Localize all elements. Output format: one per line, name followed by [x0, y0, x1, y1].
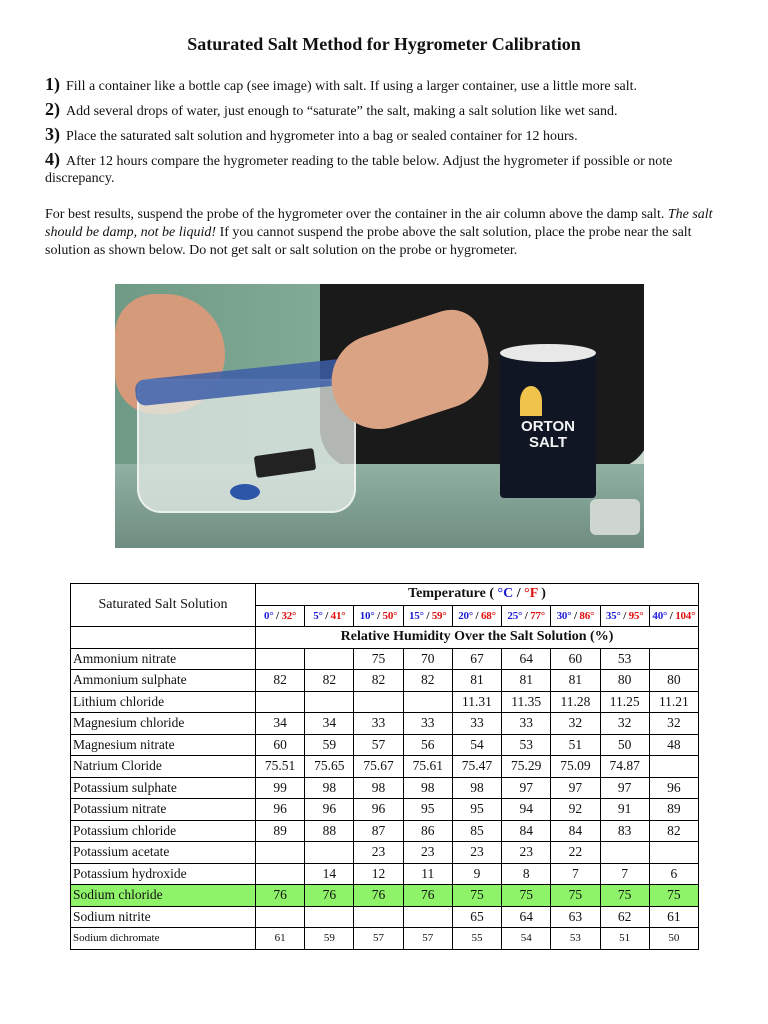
humidity-value-cell: 14 [305, 863, 354, 885]
humidity-value-cell: 59 [305, 928, 354, 950]
humidity-value-cell: 22 [551, 842, 600, 864]
humidity-value-cell: 70 [403, 648, 452, 670]
humidity-value-cell: 75 [452, 885, 501, 907]
humidity-value-cell: 6 [649, 863, 698, 885]
humidity-value-cell: 57 [354, 734, 403, 756]
humidity-value-cell [256, 842, 305, 864]
humidity-value-cell: 75.09 [551, 756, 600, 778]
salt-name-cell: Ammonium nitrate [71, 648, 256, 670]
humidity-value-cell: 95 [452, 799, 501, 821]
salt-name-cell: Ammonium sulphate [71, 670, 256, 692]
humidity-value-cell: 75 [502, 885, 551, 907]
paragraph-text-2: If you cannot suspend the probe above the salt solution, place the probe near the salt solution as shown below. Do not get salt or salt solution on the probe or hygrometer. [45, 225, 692, 258]
humidity-value-cell: 91 [600, 799, 649, 821]
humidity-value-cell: 85 [452, 820, 501, 842]
humidity-value-cell: 97 [551, 777, 600, 799]
humidity-value-cell: 89 [649, 799, 698, 821]
humidity-value-cell: 74.87 [600, 756, 649, 778]
humidity-value-cell: 75.65 [305, 756, 354, 778]
humidity-value-cell: 75 [600, 885, 649, 907]
humidity-value-cell [354, 906, 403, 928]
salt-name-cell: Lithium chloride [71, 691, 256, 713]
humidity-value-cell: 55 [452, 928, 501, 950]
humidity-value-cell: 82 [354, 670, 403, 692]
humidity-value-cell: 98 [403, 777, 452, 799]
humidity-value-cell: 97 [600, 777, 649, 799]
instruction-steps [45, 76, 725, 193]
humidity-value-cell: 12 [354, 863, 403, 885]
step-3 [45, 126, 725, 145]
humidity-value-cell: 50 [649, 928, 698, 950]
humidity-value-cell: 82 [649, 820, 698, 842]
temperature-column-header: 15° / 59° [403, 605, 452, 627]
humidity-value-cell: 33 [452, 713, 501, 735]
temperature-column-header: 35° / 95° [600, 605, 649, 627]
humidity-value-cell [403, 906, 452, 928]
humidity-value-cell: 7 [551, 863, 600, 885]
humidity-value-cell: 75.29 [502, 756, 551, 778]
humidity-value-cell: 89 [256, 820, 305, 842]
temperature-column-header: 40° / 104° [649, 605, 698, 627]
humidity-value-cell: 11.35 [502, 691, 551, 713]
salt-name-cell: Magnesium nitrate [71, 734, 256, 756]
humidity-value-cell: 11.31 [452, 691, 501, 713]
header-salt-solution: Saturated Salt Solution [71, 584, 256, 627]
humidity-value-cell: 75.51 [256, 756, 305, 778]
header-blank [71, 627, 256, 649]
humidity-value-cell: 75.67 [354, 756, 403, 778]
paragraph-italic-warning: The salt should be damp, not be liquid! [45, 207, 713, 240]
setup-photo [115, 284, 644, 548]
humidity-value-cell: 75.47 [452, 756, 501, 778]
humidity-value-cell: 98 [452, 777, 501, 799]
humidity-value-cell: 82 [256, 670, 305, 692]
humidity-value-cell: 86 [403, 820, 452, 842]
humidity-value-cell: 11.28 [551, 691, 600, 713]
step-1 [45, 76, 725, 95]
table-row [71, 885, 699, 907]
humidity-value-cell: 87 [354, 820, 403, 842]
humidity-value-cell: 76 [256, 885, 305, 907]
humidity-value-cell: 63 [551, 906, 600, 928]
table-row [71, 842, 699, 864]
step-text: Place the saturated salt solution and hygrometer into a bag or sealed container for 12 hours. [66, 129, 578, 144]
humidity-value-cell [649, 648, 698, 670]
photo-salt-can-label: ORTON SALT [521, 418, 575, 451]
temperature-column-header: 10° / 50° [354, 605, 403, 627]
table-row [71, 928, 699, 950]
humidity-value-cell [649, 842, 698, 864]
humidity-value-cell: 75 [649, 885, 698, 907]
humidity-value-cell: 60 [551, 648, 600, 670]
step-number: 4) [45, 149, 60, 169]
salt-name-cell: Potassium hydroxide [71, 863, 256, 885]
humidity-value-cell: 97 [502, 777, 551, 799]
salt-name-cell: Potassium nitrate [71, 799, 256, 821]
humidity-value-cell: 23 [354, 842, 403, 864]
step-text: After 12 hours compare the hygrometer reading to the table below. Adjust the hygrometer if possible or note discrepancy. [45, 154, 673, 186]
humidity-value-cell: 23 [403, 842, 452, 864]
salt-name-cell: Sodium nitrite [71, 906, 256, 928]
humidity-value-cell: 7 [600, 863, 649, 885]
photo-salt-can-top [500, 344, 596, 362]
photo-bottle-cap [230, 484, 260, 500]
humidity-value-cell: 60 [256, 734, 305, 756]
humidity-value-cell: 33 [354, 713, 403, 735]
humidity-value-cell: 76 [354, 885, 403, 907]
humidity-value-cell: 95 [403, 799, 452, 821]
humidity-value-cell [649, 756, 698, 778]
humidity-value-cell: 61 [649, 906, 698, 928]
humidity-value-cell: 81 [551, 670, 600, 692]
humidity-value-cell: 32 [600, 713, 649, 735]
step-4 [45, 151, 725, 187]
table-row [71, 756, 699, 778]
humidity-value-cell [256, 648, 305, 670]
humidity-value-cell [305, 691, 354, 713]
table-row [71, 777, 699, 799]
humidity-value-cell: 34 [256, 713, 305, 735]
humidity-value-cell: 75 [551, 885, 600, 907]
salt-name-cell: Sodium chloride [71, 885, 256, 907]
humidity-value-cell: 92 [551, 799, 600, 821]
step-number: 2) [45, 99, 60, 119]
humidity-value-cell: 54 [452, 734, 501, 756]
step-text: Fill a container like a bottle cap (see image) with salt. If using a larger container, use a little more salt. [66, 79, 638, 94]
table-row [71, 713, 699, 735]
humidity-value-cell: 96 [649, 777, 698, 799]
step-2 [45, 101, 725, 120]
salt-name-cell: Potassium acetate [71, 842, 256, 864]
humidity-value-cell [354, 691, 403, 713]
humidity-value-cell: 76 [403, 885, 452, 907]
humidity-value-cell: 96 [256, 799, 305, 821]
humidity-value-cell: 23 [502, 842, 551, 864]
humidity-value-cell [305, 648, 354, 670]
instruction-paragraph [45, 206, 725, 260]
temperature-column-header: 30° / 86° [551, 605, 600, 627]
humidity-value-cell: 33 [403, 713, 452, 735]
humidity-value-cell: 61 [256, 928, 305, 950]
header-temperature: Temperature ( °C / °F ) [256, 584, 699, 606]
salt-name-cell: Magnesium chloride [71, 713, 256, 735]
humidity-value-cell: 82 [403, 670, 452, 692]
salt-humidity-table [70, 583, 699, 950]
humidity-value-cell: 32 [551, 713, 600, 735]
step-number: 3) [45, 124, 60, 144]
humidity-value-cell: 11 [403, 863, 452, 885]
humidity-value-cell [600, 842, 649, 864]
humidity-value-cell [403, 691, 452, 713]
humidity-value-cell: 99 [256, 777, 305, 799]
humidity-value-cell: 57 [403, 928, 452, 950]
humidity-value-cell: 62 [600, 906, 649, 928]
paragraph-text-1: For best results, suspend the probe of the hygrometer over the container in the air column above the damp salt. [45, 207, 668, 222]
humidity-value-cell: 80 [649, 670, 698, 692]
humidity-value-cell: 83 [600, 820, 649, 842]
photo-umbrella-girl-logo [520, 386, 542, 416]
salt-name-cell: Potassium sulphate [71, 777, 256, 799]
humidity-value-cell: 8 [502, 863, 551, 885]
table-row [71, 863, 699, 885]
humidity-value-cell: 64 [502, 906, 551, 928]
humidity-value-cell: 64 [502, 648, 551, 670]
salt-name-cell: Natrium Cloride [71, 756, 256, 778]
step-number: 1) [45, 74, 60, 94]
humidity-value-cell [256, 906, 305, 928]
humidity-value-cell: 51 [600, 928, 649, 950]
humidity-value-cell: 94 [502, 799, 551, 821]
humidity-value-cell: 76 [305, 885, 354, 907]
table-row [71, 906, 699, 928]
humidity-value-cell: 88 [305, 820, 354, 842]
page-title: Saturated Salt Method for Hygrometer Calibration [187, 34, 581, 54]
temperature-column-header: 20° / 68° [452, 605, 501, 627]
humidity-value-cell: 9 [452, 863, 501, 885]
humidity-value-cell: 57 [354, 928, 403, 950]
salt-name-cell: Potassium chloride [71, 820, 256, 842]
humidity-value-cell: 96 [354, 799, 403, 821]
humidity-value-cell: 84 [502, 820, 551, 842]
temperature-column-header: 0° / 32° [256, 605, 305, 627]
humidity-value-cell: 67 [452, 648, 501, 670]
humidity-value-cell [305, 842, 354, 864]
humidity-value-cell: 51 [551, 734, 600, 756]
humidity-value-cell: 80 [600, 670, 649, 692]
humidity-value-cell: 53 [600, 648, 649, 670]
photo-metal-object [590, 499, 640, 535]
table-row [71, 799, 699, 821]
humidity-value-cell: 53 [502, 734, 551, 756]
humidity-value-cell [256, 691, 305, 713]
humidity-value-cell: 98 [354, 777, 403, 799]
humidity-value-cell: 11.21 [649, 691, 698, 713]
humidity-value-cell: 50 [600, 734, 649, 756]
salt-name-cell: Sodium dichromate [71, 928, 256, 950]
humidity-value-cell: 59 [305, 734, 354, 756]
humidity-value-cell: 98 [305, 777, 354, 799]
humidity-value-cell [256, 863, 305, 885]
humidity-value-cell: 32 [649, 713, 698, 735]
humidity-value-cell: 75.61 [403, 756, 452, 778]
humidity-value-cell: 54 [502, 928, 551, 950]
humidity-value-cell: 33 [502, 713, 551, 735]
humidity-value-cell: 34 [305, 713, 354, 735]
temperature-column-header: 25° / 77° [502, 605, 551, 627]
temperature-column-header: 5° / 41° [305, 605, 354, 627]
humidity-value-cell: 82 [305, 670, 354, 692]
humidity-value-cell: 65 [452, 906, 501, 928]
humidity-value-cell: 75 [354, 648, 403, 670]
table-row [71, 820, 699, 842]
humidity-value-cell: 81 [502, 670, 551, 692]
humidity-value-cell: 81 [452, 670, 501, 692]
humidity-value-cell: 53 [551, 928, 600, 950]
table-row [71, 691, 699, 713]
header-relative-humidity: Relative Humidity Over the Salt Solution (%) [256, 627, 699, 649]
step-text: Add several drops of water, just enough to “saturate” the salt, making a salt solution like wet sand. [66, 104, 618, 119]
table-row [71, 648, 699, 670]
humidity-value-cell [305, 906, 354, 928]
humidity-value-cell: 84 [551, 820, 600, 842]
table-row [71, 670, 699, 692]
humidity-value-cell: 56 [403, 734, 452, 756]
humidity-value-cell: 96 [305, 799, 354, 821]
humidity-value-cell: 11.25 [600, 691, 649, 713]
humidity-value-cell: 23 [452, 842, 501, 864]
table-row [71, 734, 699, 756]
humidity-value-cell: 48 [649, 734, 698, 756]
